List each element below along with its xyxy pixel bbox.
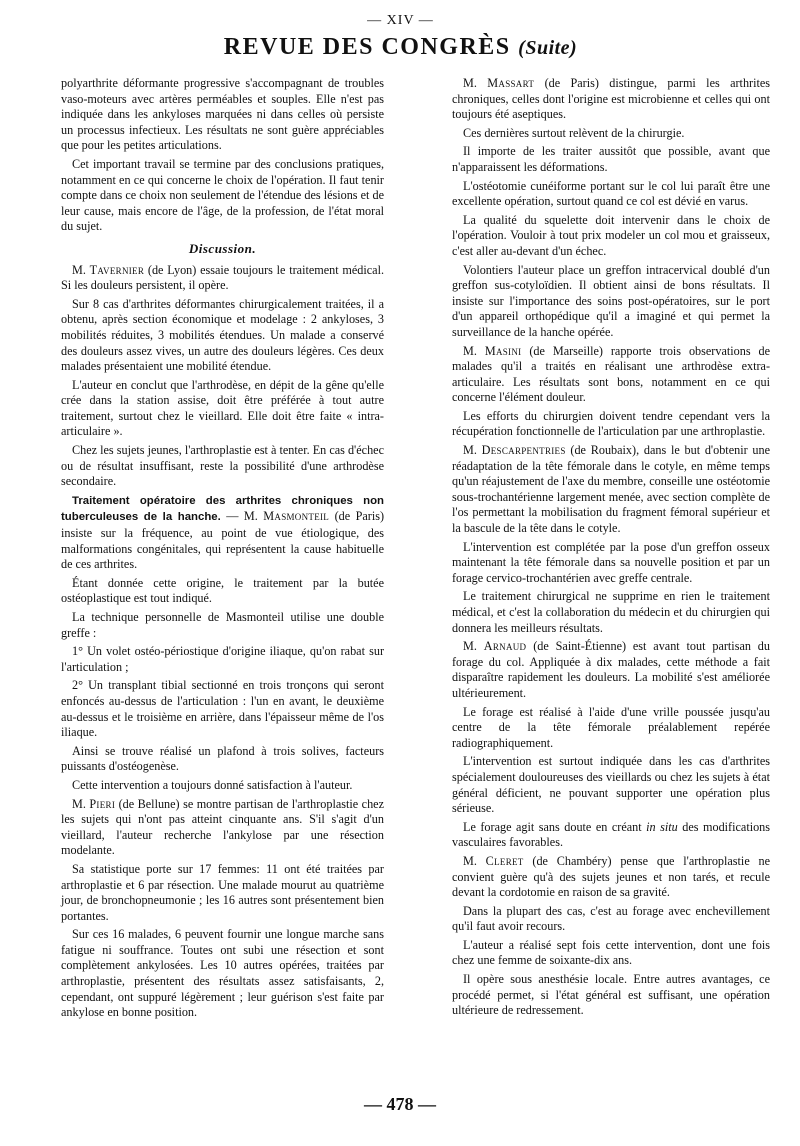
author-name: Masini (484, 343, 522, 358)
honorific: M. (463, 443, 477, 458)
bold-subheading: Traitement opératoire des arthrites chroniques non tuberculeuses de la hanche. (61, 494, 384, 524)
running-head-subtitle: (Suite) (518, 37, 578, 59)
paragraph: L'auteur en conclut que l'arthrodèse, en dépit de la gêne qu'elle crée dans la station assise, doit être préférée à tout autre traitement, surtout chez le vieillard. Elle doit être faite « intra-articulaire ». (61, 377, 384, 439)
paragraph: Dans la plupart des cas, c'est au forage avec enchevillement qu'il faut avoir recours. (452, 903, 770, 934)
honorific: M. (463, 76, 477, 90)
paragraph-text: — M. (220, 509, 258, 524)
paragraph (61, 263, 384, 294)
italic-term: in situ (646, 819, 678, 834)
paragraph: Cet important travail se termine par des conclusions pratiques, notamment en ce qui concerne le choix de l'opération. Il faut tenir compte dans ce choix non seulement de l'étendue des lésions et de leur cause, mais encore de l'âge, de la profession, de l'état moral du sujet. (61, 156, 384, 234)
honorific: M. (72, 262, 86, 277)
paragraph: Ainsi se trouve réalisé un plafond à trois solives, facteurs puissants d'ostéogenèse. (61, 743, 384, 774)
page-number: — 478 — (364, 1094, 436, 1114)
paragraph: L'ostéotomie cunéiforme portant sur le col lui paraît être une excellente opération, surtout quand ce col est dévié en varus. (452, 178, 770, 209)
honorific: M. (463, 639, 477, 654)
roman-folio: — XIV — (367, 13, 434, 28)
paragraph: Volontiers l'auteur place un greffon intracervical doublé d'un greffon sus-cotyloïdien. Il obtient ainsi de bons résultats. Il insiste sur l'importance des soins post-opératoires, sur le port d'un appareil orthopédique qu'il a imaginé et qui permet la surveillance de la hanche opérée. (452, 262, 770, 339)
paragraph-text: des modifications vasculaires favorables. (452, 819, 771, 850)
honorific: M. (72, 796, 86, 811)
author-name: Descarpentries (481, 443, 566, 458)
paragraph: Chez les sujets jeunes, l'arthroplastie est à tenter. En cas d'échec ou de résultat insuffisant, reste la possibilité d'une arthrodèse secondaire. (61, 443, 384, 489)
paragraph: 1° Un volet ostéo-périostique d'origine iliaque, qu'on rabat sur l'articulation ; (61, 644, 384, 674)
paragraph: La qualité du squelette doit intervenir dans le choix de l'opération. Vouloir à tout prix modeler un col mou et graisseux, c'est aller au-devant d'un échec. (452, 212, 770, 258)
paragraph: L'intervention est surtout indiquée dans les cas d'arthrites spécialement douloureuses des vieillards ou chez les sujets à état général déficient, ne pouvant supporter une opération plus sérieuse. (452, 754, 770, 816)
paragraph (452, 639, 770, 701)
author-name: Masmonteil (263, 509, 330, 524)
paragraph (452, 854, 770, 901)
paragraph-text: (de Marseille) rapporte trois observations de malades qu'il a traités en réalisant une arthrodèse extra-articulaire. Les résultats sont bons, notamment en ce qui concerne l'élément douleur. (452, 343, 770, 405)
paragraph: Cette intervention a toujours donné satisfaction à l'auteur. (72, 777, 353, 792)
honorific: M. (463, 853, 477, 868)
paragraph-text: Le forage agit sans doute en créant (463, 819, 642, 834)
author-name: Tavernier (89, 262, 145, 277)
author-name: Massart (487, 76, 535, 90)
paragraph (452, 344, 770, 406)
paragraph: Sur 8 cas d'arthrites déformantes chirurgicalement traitées, il a obtenu, après section économique et modelage : 2 ankyloses, 3 mobilités réduites, 3 mobilités étendues. Un malade a conservé des douleurs assez vives, un autre des douleurs légères. Ces deux malades présentaient une mobilité étendue. (61, 296, 384, 374)
paragraph (61, 493, 384, 573)
running-head-title: REVUE DES CONGRÈS (223, 34, 511, 60)
paragraph: Le forage est réalisé à l'aide d'une vrille poussée jusqu'au centre de la tête fémorale préalablement repérée radiographiquement. (452, 704, 770, 750)
paragraph: Sa statistique porte sur 17 femmes: 11 ont été traitées par arthroplastie et 6 par résection. Une malade mourut au quatrième jour, de bronchopneumonie ; les 16 autres sont présentement bien portantes. (61, 861, 384, 923)
paragraph: Il opère sous anesthésie locale. Entre autres avantages, ce procédé permet, si l'état général est suffisant, une opération ultérieure de redressement. (452, 972, 770, 1018)
paragraph-text: (de Roubaix), dans le but d'obtenir une réadaptation de la tête fémorale dans le cotyle, en même temps qu'un réajustement de l'axe du membre, conseille une ostéotomie sous-trochantérienne largement menée, avec section complète de l'os permettant la mobilisation du fragment fémoral supérieur et la bascule de la tête dans le cotyle. (452, 443, 770, 536)
paragraph: La technique personnelle de Masmonteil utilise une double greffe : (61, 610, 384, 640)
paragraph-text: (de Bellune) se montre partisan de l'arthroplastie chez les sujets qui n'ont pas atteint cinquante ans. S'il s'agit d'un vieillard, l'auteur recherche l'ankylose par une résection modelante. (61, 796, 384, 858)
right-column (452, 76, 770, 1024)
paragraph (452, 443, 770, 537)
paragraph (452, 76, 770, 123)
author-name: Arnaud (483, 639, 527, 654)
paragraph: Il importe de les traiter aussitôt que possible, avant que n'apparaissent les déformations. (452, 144, 770, 174)
paragraph-text: (de Paris) insiste sur la fréquence, au point de vue étiologique, des malformations congénitales, qui représentent la cause habituelle de ces arthrites. (61, 509, 385, 572)
paragraph: Les efforts du chirurgien doivent tendre cependant vers la récupération fonctionnelle de l'articulation par une arthroplastie. (452, 408, 770, 439)
author-name: Pieri (89, 796, 116, 811)
left-column (61, 76, 384, 1024)
paragraph-text: (de Paris) distingue, parmi les arthrites chroniques, celles dont l'origine est microbienne et celles qui ont toujours été aseptiques. (452, 76, 771, 122)
paragraph-text: (de Lyon) essaie toujours le traitement médical. Si les douleurs persistent, il opère. (61, 262, 385, 293)
honorific: M. (463, 343, 477, 358)
paragraph-text: (de Chambéry) pense que l'arthroplastie ne convient guère qu'à des sujets jeunes et non tarés, et recule devant la cordotomie en raison de sa gravité. (452, 853, 771, 900)
paragraph: Le traitement chirurgical ne supprime en rien le traitement médical, et c'est la collaboration du médecin et du chirurgien qui donnera les meilleurs résultats. (452, 589, 770, 635)
paragraph: Sur ces 16 malades, 6 peuvent fournir une longue marche sans fatigue ni souffrance. Toutes ont subi une résection et sont complètement ankylosées. Les 10 autres opérées, traitées par arthroplastie, présentent des résultats assez satisfaisants, 2, cependant, ont suppuré légèrement ; leur guérison s'est faite par ankylose en bonne position. (61, 927, 384, 1020)
paragraph: L'intervention est complétée par la pose d'un greffon osseux maintenant la tête fémorale dans sa nouvelle position et par un forage cervico-trochantérien avec greffe centrale. (452, 539, 770, 585)
author-name: Cleret (485, 853, 524, 868)
paragraph (61, 797, 384, 859)
paragraph-text: (de Saint-Étienne) est avant tout partisan du forage du col. Appliquée à dix malades, cette méthode a fait disparaître rapidement les douleurs. La mobilité s'est améliorée ultérieurement. (452, 639, 770, 700)
paragraph: 2° Un transplant tibial sectionné en trois tronçons qui seront enfoncés au-dessus de l'articulation : l'un en avant, le deuxième au-dessus et le troisième en arrière, dans l'épaisseur même de l'os iliaque. (61, 678, 384, 740)
running-head (31, 32, 770, 76)
two-column-body (61, 76, 770, 1024)
paragraph: Étant donnée cette origine, le traitement par la butée ostéoplastique est tout indiqué. (61, 575, 384, 606)
section-heading: Discussion. (188, 240, 257, 256)
paragraph: Ces dernières surtout relèvent de la chirurgie. (463, 125, 685, 140)
paragraph: polyarthrite déformante progressive s'accompagnant de troubles vaso-moteurs avec artères perméables et souples. Elle n'est pas indiquée dans les ankyloses marquées ni dans celles où persiste un processus infectieux. Les résultats ne sont guère appréciables que pour les petites articulations. (61, 76, 384, 153)
paragraph (452, 820, 770, 851)
paragraph: L'auteur a réalisé sept fois cette intervention, dont une fois chez une femme de soixante-dix ans. (452, 937, 770, 968)
